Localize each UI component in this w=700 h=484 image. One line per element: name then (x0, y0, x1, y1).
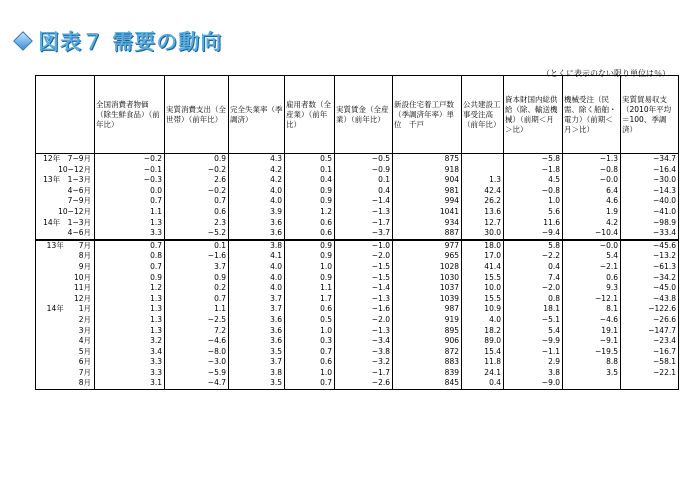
table-cell: 0.6 (285, 304, 335, 315)
table-row (36, 304, 679, 315)
table-cell: 1.0 (285, 368, 335, 379)
table-cell: −0.0 (563, 240, 621, 252)
table-cell: 1.1 (285, 283, 335, 294)
row-label: 4−6月 (36, 228, 95, 240)
table-cell: 1.3 (95, 218, 165, 229)
table-cell: 89.0 (462, 336, 504, 347)
table-row (36, 251, 679, 262)
table-cell: 5.6 (504, 207, 563, 218)
table-cell: 1037 (393, 283, 462, 294)
table-cell: 1.1 (95, 207, 165, 218)
table-cell: −0.9 (335, 165, 393, 176)
table-cell: 8.8 (563, 357, 621, 368)
table-cell: 887 (393, 228, 462, 240)
diamond-bullet-icon (14, 32, 32, 50)
table-cell: 906 (393, 336, 462, 347)
table-cell: 0.7 (95, 262, 165, 273)
table-cell: −5.2 (165, 228, 229, 240)
table-cell: −9.1 (563, 336, 621, 347)
table-cell: 0.6 (165, 207, 229, 218)
row-label: 8月 (36, 251, 95, 262)
table-cell: 1041 (393, 207, 462, 218)
table-cell: 0.3 (285, 336, 335, 347)
table-cell: 3.7 (229, 294, 285, 305)
table-cell: 3.6 (229, 228, 285, 240)
table-cell: 0.9 (165, 154, 229, 165)
table-cell: 18.2 (462, 326, 504, 337)
table-cell: 0.7 (165, 294, 229, 305)
table-cell: 2.6 (165, 175, 229, 186)
table-cell: 24.1 (462, 368, 504, 379)
table-cell (621, 378, 679, 389)
row-label: 13年 7月 (36, 240, 95, 252)
table-cell: 11.6 (504, 218, 563, 229)
table-cell: 3.7 (229, 304, 285, 315)
quarterly-section (36, 154, 679, 240)
table-cell: −5.1 (504, 315, 563, 326)
table-cell: 1.3 (95, 304, 165, 315)
table-cell: −2.2 (504, 251, 563, 262)
table-cell: 0.7 (285, 378, 335, 389)
table-cell: −2.0 (335, 315, 393, 326)
table-cell: −34.2 (621, 273, 679, 284)
table-cell: 839 (393, 368, 462, 379)
table-row (36, 336, 679, 347)
table-cell: 0.8 (95, 251, 165, 262)
table-cell: −22.1 (621, 368, 679, 379)
table-cell: −45.0 (621, 283, 679, 294)
table-cell: 1039 (393, 294, 462, 305)
table-row (36, 262, 679, 273)
table-cell: 0.7 (95, 196, 165, 207)
table-cell: 0.1 (335, 175, 393, 186)
table-cell: 883 (393, 357, 462, 368)
table-cell: 3.2 (95, 336, 165, 347)
table-cell: 0.8 (504, 294, 563, 305)
table-cell: 1.3 (95, 326, 165, 337)
table-row (36, 378, 679, 389)
table-cell: −3.8 (335, 347, 393, 358)
table-cell: 10.9 (462, 304, 504, 315)
table-cell: −40.0 (621, 196, 679, 207)
table-cell: −1.4 (335, 196, 393, 207)
table-cell: 4.1 (229, 251, 285, 262)
table-cell: 3.3 (95, 368, 165, 379)
table-cell: 4.0 (229, 262, 285, 273)
table-row (36, 165, 679, 176)
table-row (36, 218, 679, 229)
table-cell: −4.6 (165, 336, 229, 347)
table-cell: 30.0 (462, 228, 504, 240)
table-row (36, 326, 679, 337)
table-cell: 4.0 (229, 186, 285, 197)
table-row (36, 175, 679, 186)
column-header: 新設住宅着工戸数（季調済年率）単位 千戸 (393, 76, 462, 154)
table-cell: −1.3 (563, 154, 621, 165)
row-label: 10−12月 (36, 207, 95, 218)
header-corner (36, 76, 95, 154)
table-cell: −1.5 (335, 273, 393, 284)
table-cell: 18.0 (462, 240, 504, 252)
table-cell: −30.0 (621, 175, 679, 186)
unit-note: （とくに表示のない限り単位は％） (542, 69, 670, 78)
table-cell: 4.2 (229, 165, 285, 176)
row-label: 7月 (36, 368, 95, 379)
table-row (36, 240, 679, 252)
table-cell: −5.8 (504, 154, 563, 165)
table-row (36, 294, 679, 305)
table-cell: −1.6 (165, 251, 229, 262)
table-cell: 9.3 (563, 283, 621, 294)
table-cell: 1.3 (95, 294, 165, 305)
row-label: 14年 1−3月 (36, 218, 95, 229)
table-cell: 3.9 (229, 207, 285, 218)
row-label: 12月 (36, 294, 95, 305)
row-label: 2月 (36, 315, 95, 326)
table-cell: 0.7 (165, 196, 229, 207)
table-cell: 5.4 (563, 251, 621, 262)
table-cell: 17.0 (462, 251, 504, 262)
table-cell: −14.3 (621, 186, 679, 197)
table-cell: 0.9 (285, 196, 335, 207)
table-cell: −5.9 (165, 368, 229, 379)
table-cell: −3.2 (335, 357, 393, 368)
table-cell: 0.9 (165, 273, 229, 284)
table-cell: −1.3 (335, 294, 393, 305)
table-cell: −1.0 (335, 240, 393, 252)
row-label: 4−6月 (36, 186, 95, 197)
row-label: 14年 1月 (36, 304, 95, 315)
table-cell: 3.5 (229, 378, 285, 389)
row-label: 6月 (36, 357, 95, 368)
table-cell: 13.6 (462, 207, 504, 218)
table-cell: 0.6 (285, 218, 335, 229)
table-cell: 0.1 (165, 240, 229, 252)
table-cell: −1.4 (335, 283, 393, 294)
column-header: 完全失業率（季調済） (229, 76, 285, 154)
table-cell: 977 (393, 240, 462, 252)
table-cell: 0.4 (504, 262, 563, 273)
column-header: 実質貿易収支（2010年平均＝100、季調済） (621, 76, 679, 154)
table-cell: 4.2 (563, 218, 621, 229)
table-cell: −1.3 (335, 326, 393, 337)
table-cell: 1030 (393, 273, 462, 284)
table-cell (462, 154, 504, 165)
table-cell: −45.6 (621, 240, 679, 252)
table-cell: −16.7 (621, 347, 679, 358)
table-cell: −9.4 (504, 228, 563, 240)
table-cell: −1.8 (504, 165, 563, 176)
table-cell: −1.5 (335, 262, 393, 273)
table-cell: 7.2 (165, 326, 229, 337)
table-row (36, 315, 679, 326)
table-cell: 4.5 (504, 175, 563, 186)
table-cell: −0.3 (95, 175, 165, 186)
table-cell: 41.4 (462, 262, 504, 273)
table-cell: 4.0 (229, 273, 285, 284)
row-label: 5月 (36, 347, 95, 358)
table-cell: 15.4 (462, 347, 504, 358)
table-cell: 3.3 (95, 357, 165, 368)
table-cell: 1028 (393, 262, 462, 273)
table-cell: 15.5 (462, 273, 504, 284)
table-cell: −1.3 (335, 207, 393, 218)
table-cell: 0.2 (165, 283, 229, 294)
table-cell: −4.7 (165, 378, 229, 389)
column-header: 実質消費支出（全世帯）（前年比） (165, 76, 229, 154)
demand-table (35, 75, 679, 390)
table-cell: 3.6 (229, 315, 285, 326)
row-label: 9月 (36, 262, 95, 273)
row-label: 10月 (36, 273, 95, 284)
table-cell: −1.7 (335, 368, 393, 379)
table-cell: −13.2 (621, 251, 679, 262)
table-cell: 0.1 (285, 165, 335, 176)
table-cell: 10.0 (462, 283, 504, 294)
table-cell: 3.3 (95, 228, 165, 240)
table-cell: 5.4 (504, 326, 563, 337)
table-cell: 42.4 (462, 186, 504, 197)
table-cell: 0.4 (335, 186, 393, 197)
table-cell: 3.7 (165, 262, 229, 273)
table-cell: 15.5 (462, 294, 504, 305)
table-cell: 0.9 (285, 251, 335, 262)
table-cell: −0.8 (563, 165, 621, 176)
table-cell: 4.0 (462, 315, 504, 326)
table-cell: 3.4 (95, 347, 165, 358)
table-cell: −2.6 (335, 378, 393, 389)
row-label: 11月 (36, 283, 95, 294)
table-cell: 0.5 (285, 315, 335, 326)
table-cell: −10.4 (563, 228, 621, 240)
table-cell (462, 165, 504, 176)
table-row (36, 283, 679, 294)
row-label: 3月 (36, 326, 95, 337)
table-cell: 872 (393, 347, 462, 358)
table-cell: 1.9 (563, 207, 621, 218)
table-cell: −0.0 (563, 175, 621, 186)
table-cell: 3.6 (229, 336, 285, 347)
table-cell: 2.3 (165, 218, 229, 229)
table-cell: 918 (393, 165, 462, 176)
table-cell: 0.0 (95, 186, 165, 197)
table-cell: −33.4 (621, 228, 679, 240)
table-row (36, 347, 679, 358)
table-cell: −0.2 (95, 154, 165, 165)
table-cell: 0.7 (95, 240, 165, 252)
table-cell: −19.5 (563, 347, 621, 358)
table-cell: 3.5 (563, 368, 621, 379)
table-cell: −9.0 (504, 378, 563, 389)
table-cell: 965 (393, 251, 462, 262)
table-cell: 1.3 (462, 175, 504, 186)
table-cell: 895 (393, 326, 462, 337)
table-cell: −4.6 (563, 315, 621, 326)
table-cell: 0.4 (285, 175, 335, 186)
table-cell: 0.6 (285, 357, 335, 368)
column-header: 実質賃金（全産業）（前年比） (335, 76, 393, 154)
table-cell: 981 (393, 186, 462, 197)
table-cell: 4.2 (229, 175, 285, 186)
table-cell: −0.1 (95, 165, 165, 176)
table-cell: −41.0 (621, 207, 679, 218)
title-bar (14, 28, 222, 54)
table-cell: −2.5 (165, 315, 229, 326)
table-cell: −0.8 (504, 186, 563, 197)
table-cell: 845 (393, 378, 462, 389)
table-cell: −0.5 (335, 154, 393, 165)
table-cell: −1.6 (335, 304, 393, 315)
table-cell: −1.7 (335, 218, 393, 229)
table-cell: −3.4 (335, 336, 393, 347)
table-cell: 3.8 (504, 368, 563, 379)
row-label: 8月 (36, 378, 95, 389)
table-cell: 919 (393, 315, 462, 326)
table-cell: 0.9 (95, 273, 165, 284)
row-label: 12年 7−9月 (36, 154, 95, 165)
row-label: 13年 1−3月 (36, 175, 95, 186)
table-cell: 3.6 (229, 218, 285, 229)
column-header: 雇用者数（全産業）（前年比） (285, 76, 335, 154)
row-label: 10−12月 (36, 165, 95, 176)
table-row (36, 186, 679, 197)
table-cell: −3.7 (335, 228, 393, 240)
table-cell: 8.1 (563, 304, 621, 315)
table-cell: 5.8 (504, 240, 563, 252)
table-cell: 904 (393, 175, 462, 186)
table-cell: 1.7 (285, 294, 335, 305)
table-cell: 0.9 (285, 186, 335, 197)
row-label: 4月 (36, 336, 95, 347)
table-cell: 1.0 (285, 262, 335, 273)
table-cell: −1.1 (504, 347, 563, 358)
table-cell: 3.1 (95, 378, 165, 389)
table-cell: 1.1 (165, 304, 229, 315)
table-cell: 12.7 (462, 218, 504, 229)
table-cell: −12.1 (563, 294, 621, 305)
table-cell: −2.1 (563, 262, 621, 273)
table-cell: −3.0 (165, 357, 229, 368)
table-cell: 26.2 (462, 196, 504, 207)
table-cell: 0.6 (563, 273, 621, 284)
table-cell: 2.9 (504, 357, 563, 368)
table-cell: −98.9 (621, 218, 679, 229)
table-cell: 0.4 (462, 378, 504, 389)
table-cell: 1.0 (504, 196, 563, 207)
table-cell: 3.8 (229, 240, 285, 252)
table-row (36, 273, 679, 284)
table-cell: 6.4 (563, 186, 621, 197)
table-row (36, 228, 679, 240)
table-cell: 4.6 (563, 196, 621, 207)
table-cell: 875 (393, 154, 462, 165)
table-cell: 4.3 (229, 154, 285, 165)
table-row (36, 207, 679, 218)
table-cell: −61.3 (621, 262, 679, 273)
table-cell: 987 (393, 304, 462, 315)
page-title: 図表７ 需要の動向 (38, 29, 223, 54)
table-cell: −9.9 (504, 336, 563, 347)
table-cell: 1.2 (95, 283, 165, 294)
column-header: 公共建設工事受注高（前年比） (462, 76, 504, 154)
table-cell: 19.1 (563, 326, 621, 337)
table-cell: 7.4 (504, 273, 563, 284)
table-row (36, 357, 679, 368)
table-cell: 0.6 (285, 228, 335, 240)
column-header: 全国消費者物価（除生鮮食品）（前年比） (95, 76, 165, 154)
table-cell: −16.4 (621, 165, 679, 176)
table-cell (563, 378, 621, 389)
table-cell: −0.2 (165, 186, 229, 197)
table-cell: 1.0 (285, 326, 335, 337)
table-cell: 0.7 (285, 347, 335, 358)
column-header: 資本財国内総供給（除、輸送機械）（前期＜月＞比） (504, 76, 563, 154)
table-cell: 3.6 (229, 326, 285, 337)
column-header: 機械受注（民需、除く船舶・電力）（前期＜月＞比） (563, 76, 621, 154)
table-cell: 18.1 (504, 304, 563, 315)
table-cell: 3.7 (229, 357, 285, 368)
header-row (36, 76, 679, 154)
table-cell: 0.5 (285, 154, 335, 165)
table-cell: −0.2 (165, 165, 229, 176)
table-cell: 3.8 (229, 368, 285, 379)
table-cell: −147.7 (621, 326, 679, 337)
table-cell: 3.5 (229, 347, 285, 358)
table-cell: 1.3 (95, 315, 165, 326)
table-cell: −23.4 (621, 336, 679, 347)
table-cell: 0.9 (285, 240, 335, 252)
table-cell: 0.9 (285, 273, 335, 284)
table-cell: 1.2 (285, 207, 335, 218)
table-cell: 934 (393, 218, 462, 229)
table-cell: −43.8 (621, 294, 679, 305)
table-cell: 4.0 (229, 196, 285, 207)
table-cell: 994 (393, 196, 462, 207)
table-cell: −8.0 (165, 347, 229, 358)
table-cell: 4.0 (229, 283, 285, 294)
table-cell: −58.1 (621, 357, 679, 368)
table-cell: −2.0 (504, 283, 563, 294)
table-row (36, 368, 679, 379)
table-cell: 11.8 (462, 357, 504, 368)
table-cell: −26.6 (621, 315, 679, 326)
row-label: 7−9月 (36, 196, 95, 207)
table-cell: −2.0 (335, 251, 393, 262)
table-cell: −122.6 (621, 304, 679, 315)
table-cell: −34.7 (621, 154, 679, 165)
table-row (36, 154, 679, 165)
table-row (36, 196, 679, 207)
monthly-section (36, 240, 679, 390)
